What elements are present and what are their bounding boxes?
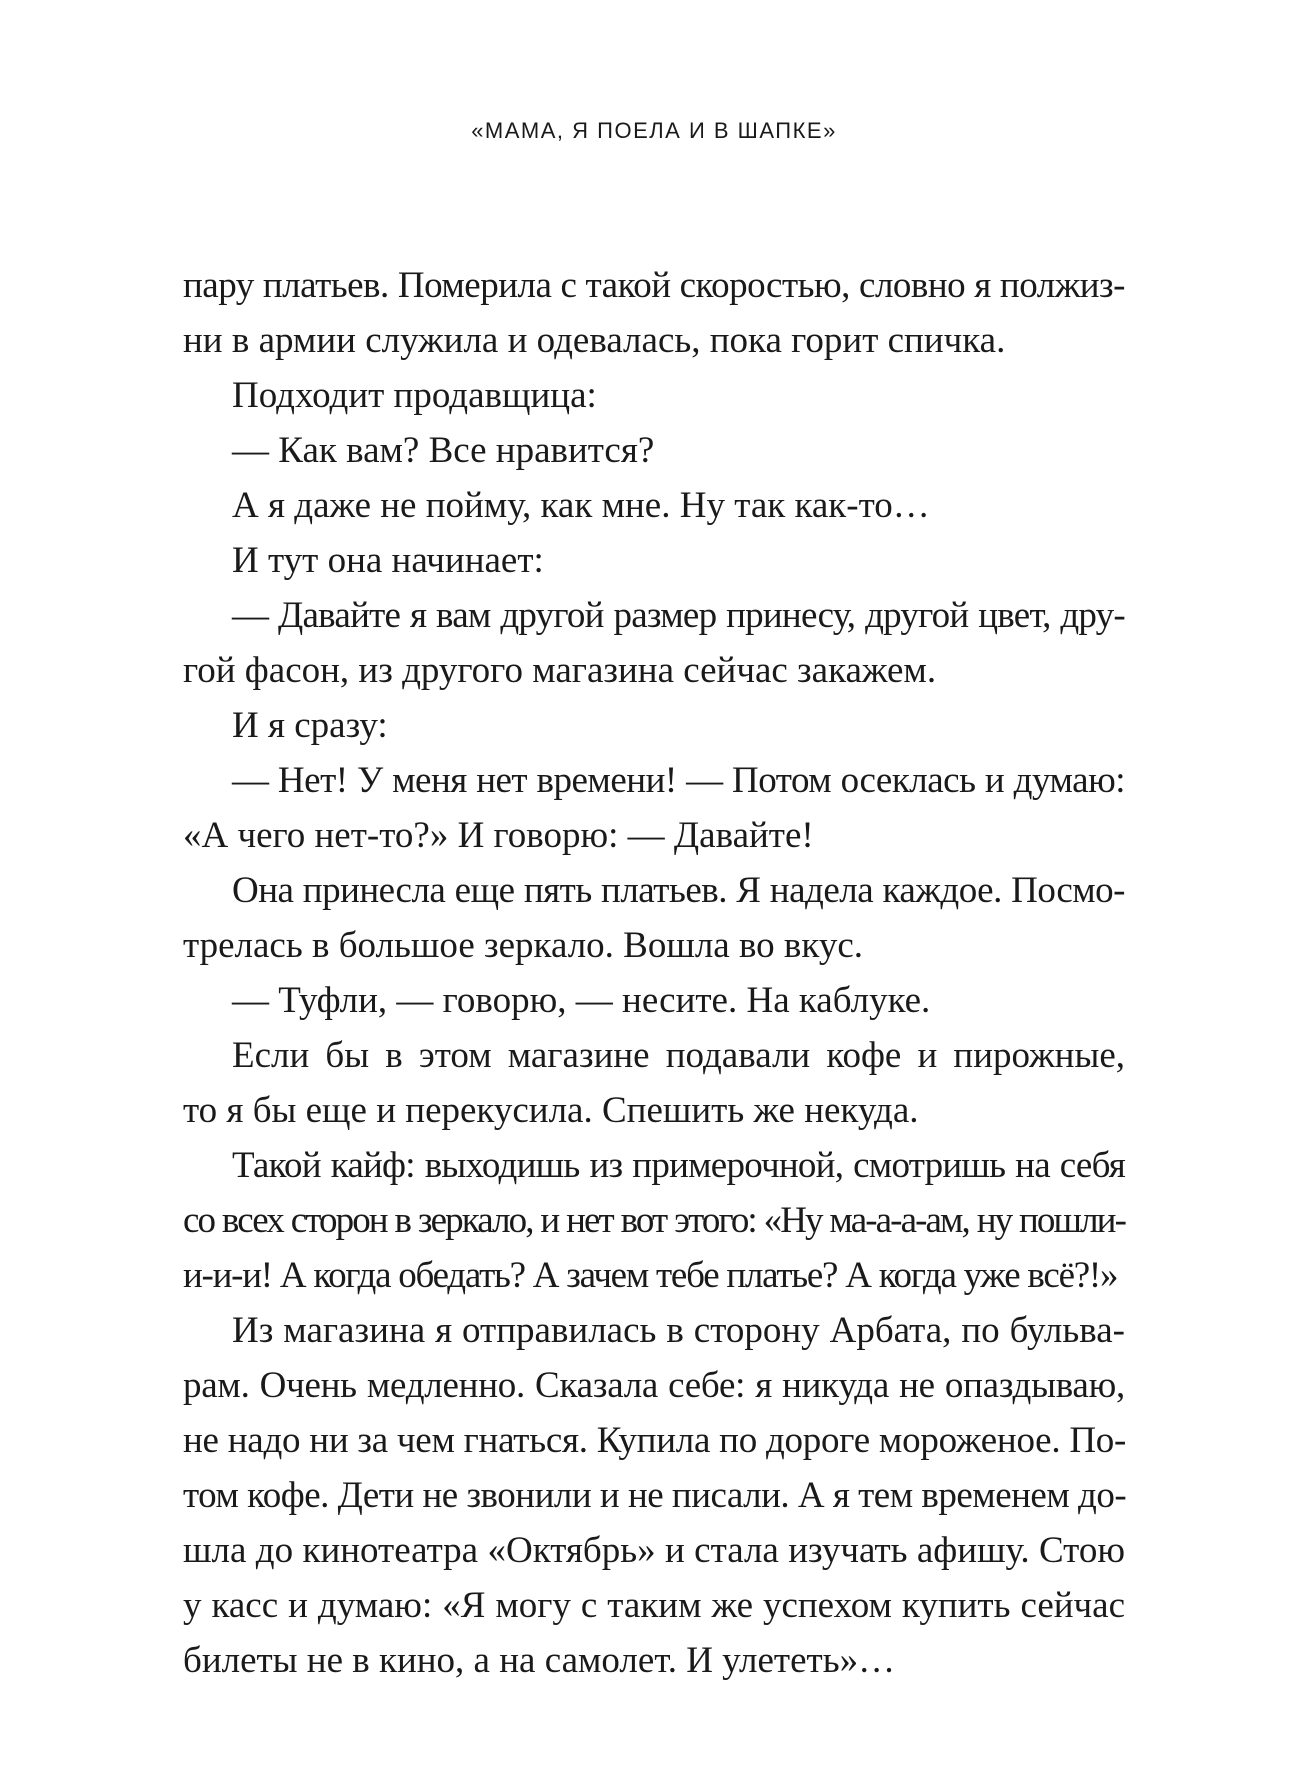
- running-title: «МАМА, Я ПОЕЛА И В ШАПКЕ»: [471, 118, 837, 143]
- paragraph: [183, 258, 1125, 368]
- paragraph: [183, 478, 1125, 533]
- text-line: А я даже не пойму, как мне. Ну так как-то…: [232, 485, 930, 526]
- paragraph: [183, 973, 1125, 1028]
- text-line: том кофе. Дети не звонили и не писали. А я тем временем до-: [183, 1475, 1127, 1516]
- text-line: Подходит продавщица:: [232, 375, 597, 416]
- text-line: «А чего нет-то?» И говорю: — Давайте!: [183, 815, 814, 856]
- text-line: трелась в большое зеркало. Вошла во вкус.: [183, 925, 864, 966]
- text-line: пару платьев. Померила с такой скоростью, словно я полжиз-: [183, 265, 1125, 306]
- text-line: И тут она начинает:: [232, 540, 544, 581]
- text-line: Если бы в этом магазине подавали кофе и пирожные,: [232, 1035, 1125, 1076]
- text-line: И я сразу:: [232, 705, 388, 746]
- text-line: Она принесла еще пять платьев. Я надела каждое. Посмо-: [232, 870, 1125, 911]
- paragraph: [183, 1303, 1125, 1688]
- text-line: рам. Очень медленно. Сказала себе: я никуда не опаздываю,: [183, 1365, 1125, 1406]
- paragraph: [183, 753, 1125, 863]
- paragraph: [183, 1028, 1125, 1138]
- paragraph: [183, 423, 1125, 478]
- text-line: — Давайте я вам другой размер принесу, другой цвет, дру-: [232, 595, 1125, 636]
- paragraph: [183, 588, 1125, 698]
- paragraph: [183, 698, 1125, 753]
- text-line: то я бы еще и перекусила. Спешить же некуда.: [183, 1090, 919, 1131]
- text-line: — Туфли, — говорю, — несите. На каблуке.: [232, 980, 931, 1021]
- text-line: Такой кайф: выходишь из примерочной, смотришь на себя: [232, 1145, 1125, 1186]
- text-line: гой фасон, из другого магазина сейчас закажем.: [183, 650, 937, 691]
- text-line: у касс и думаю: «Я могу с таким же успехом купить сейчас: [183, 1585, 1125, 1626]
- text-line: со всех сторон в зеркало, и нет вот этого: «Ну ма-а-а-ам, ну пошли-: [183, 1200, 1125, 1241]
- text-line: билеты не в кино, а на самолет. И улететь»…: [183, 1640, 896, 1681]
- text-line: не надо ни за чем гнаться. Купила по дороге мороженое. По-: [183, 1420, 1127, 1461]
- text-line: ни в армии служила и одевалась, пока горит спичка.: [183, 320, 1006, 361]
- paragraph: [183, 1138, 1125, 1303]
- paragraph: [183, 863, 1125, 973]
- text-line: Из магазина я отправилась в сторону Арбата, по бульва-: [232, 1310, 1125, 1351]
- text-line: и-и-и! А когда обедать? А зачем тебе платье? А когда уже всё?!»: [183, 1255, 1118, 1296]
- paragraph: [183, 533, 1125, 588]
- body-text: [183, 258, 1125, 1688]
- text-line: — Нет! У меня нет времени! — Потом осеклась и думаю:: [232, 760, 1125, 801]
- paragraph: [183, 368, 1125, 423]
- text-line: шла до кинотеатра «Октябрь» и стала изучать афишу. Стою: [183, 1530, 1125, 1571]
- text-line: — Как вам? Все нравится?: [232, 430, 655, 471]
